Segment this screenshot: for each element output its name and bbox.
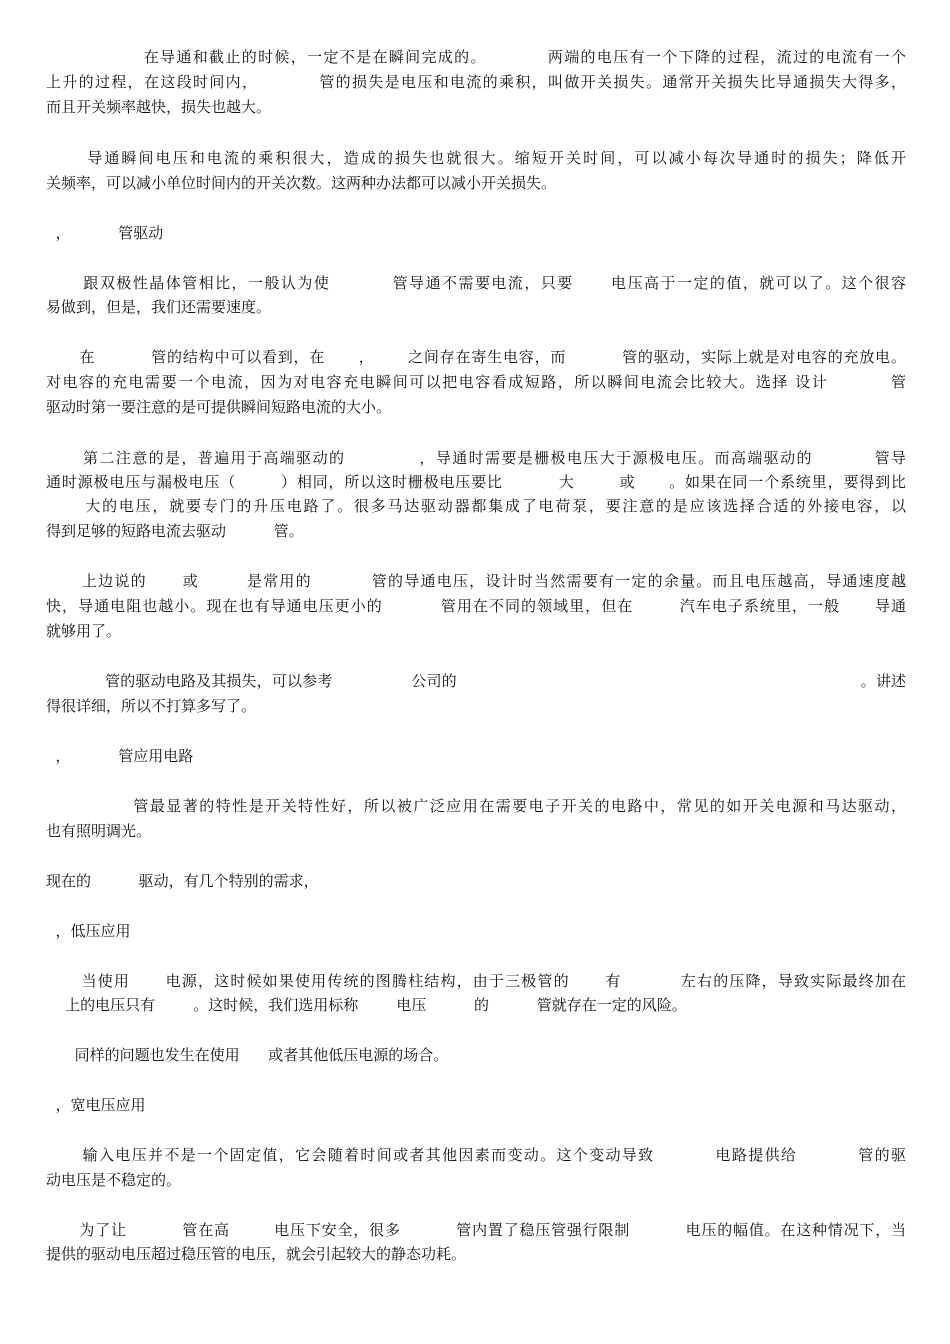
paragraph-line: 驱动时第一要注意的是可提供瞬间短路电流的大小。 bbox=[46, 398, 392, 416]
paragraph-line: 通时源极电压与漏极电压（ ）相同，所以这时栅极电压要比 大 或 。如果在同一个系统里，要得到比 bbox=[46, 473, 906, 491]
paragraph-line: 输入电压并不是一个固定值，它会随着时间或者其他因素而变动。这个变动导致 电路提供给 管的驱 bbox=[46, 1146, 906, 1164]
paragraph-line: 同样的问题也发生在使用 或者其他低压电源的场合。 bbox=[46, 1046, 449, 1064]
paragraph-line: 在导通和截止的时候，一定不是在瞬间完成的。 两端的电压有一个下降的过程，流过的电流有一个 bbox=[46, 48, 906, 66]
paragraph-line: 第二注意的是，普遍用于高端驱动的 ，导通时需要是栅极电压大于源极电压。而高端驱动的 管导 bbox=[46, 449, 906, 467]
paragraph-line: 跟双极性晶体管相比，一般认为使 管导通不需要电流，只要 电压高于一定的值，就可以了。这个很容 bbox=[46, 274, 906, 292]
paragraph-line: 动电压是不稳定的。 bbox=[46, 1171, 182, 1189]
section-heading: ，低压应用 bbox=[46, 922, 131, 940]
paragraph-line: 为了让 管在高 电压下安全，很多 管内置了稳压管强行限制 电压的幅值。在这种情况下，当 bbox=[46, 1221, 906, 1239]
paragraph-line: 就够用了。 bbox=[46, 622, 122, 640]
paragraph-line: 在 管的结构中可以看到，在 ， 之间存在寄生电容，而 管的驱动，实际上就是对电容的充放电。 bbox=[46, 348, 906, 366]
paragraph-line: 上升的过程，在这段时间内， 管的损失是电压和电流的乘积，叫做开关损失。通常开关损失比导通损失大得多， bbox=[46, 73, 906, 91]
paragraph-line: 上的电压只有 。这时候，我们选用标称 电压 的 管就存在一定的风险。 bbox=[46, 996, 687, 1014]
paragraph-line: 关频率，可以减小单位时间内的开关次数。这两种办法都可以减小开关损失。 bbox=[46, 174, 557, 192]
paragraph-line: 管最显著的特性是开关特性好，所以被广泛应用在需要电子开关的电路中，常见的如开关电源和马达驱动， bbox=[46, 797, 906, 815]
paragraph-line: 对电容的充电需要一个电流，因为对电容充电瞬间可以把电容看成短路，所以瞬间电流会比较大。选择 设计 管 bbox=[46, 373, 906, 391]
paragraph-line: 快，导通电阻也越小。现在也有导通电压更小的 管用在不同的领域里，但在 汽车电子系统里，一般 导通 bbox=[46, 597, 906, 615]
paragraph-line: 当使用 电源，这时候如果使用传统的图腾柱结构，由于三极管的 有 左右的压降，导致实际最终加在 bbox=[46, 972, 906, 990]
paragraph-line: 得很详细，所以不打算多写了。 bbox=[46, 697, 257, 715]
paragraph-line: 管的驱动电路及其损失，可以参考 公司的 。讲述 bbox=[46, 672, 906, 690]
paragraph-line: 而且开关频率越快，损失也越大。 bbox=[46, 98, 272, 116]
section-heading: ， 管应用电路 bbox=[46, 747, 194, 765]
paragraph-line: 导通瞬间电压和电流的乘积很大，造成的损失也就很大。缩短开关时间，可以减小每次导通时的损失；降低开 bbox=[46, 149, 906, 167]
paragraph-line: 上边说的 或 是常用的 管的导通电压，设计时当然需要有一定的余量。而且电压越高，导通速度越 bbox=[46, 572, 906, 590]
paragraph-line: 易做到，但是，我们还需要速度。 bbox=[46, 298, 272, 316]
paragraph-line: 大的电压，就要专门的升压电路了。很多马达驱动器都集成了电荷泵，要注意的是应该选择合适的外接电容，以 bbox=[46, 497, 906, 515]
paragraph-line: 提供的驱动电压超过稳压管的电压，就会引起较大的静态功耗。 bbox=[46, 1245, 467, 1263]
paragraph-line: 得到足够的短路电流去驱动 管。 bbox=[46, 522, 304, 540]
section-heading: ， 管驱动 bbox=[46, 224, 164, 242]
paragraph-line: 现在的 驱动，有几个特别的需求， bbox=[46, 872, 319, 890]
section-heading: ，宽电压应用 bbox=[46, 1096, 146, 1114]
paragraph-line: 也有照明调光。 bbox=[46, 822, 152, 840]
